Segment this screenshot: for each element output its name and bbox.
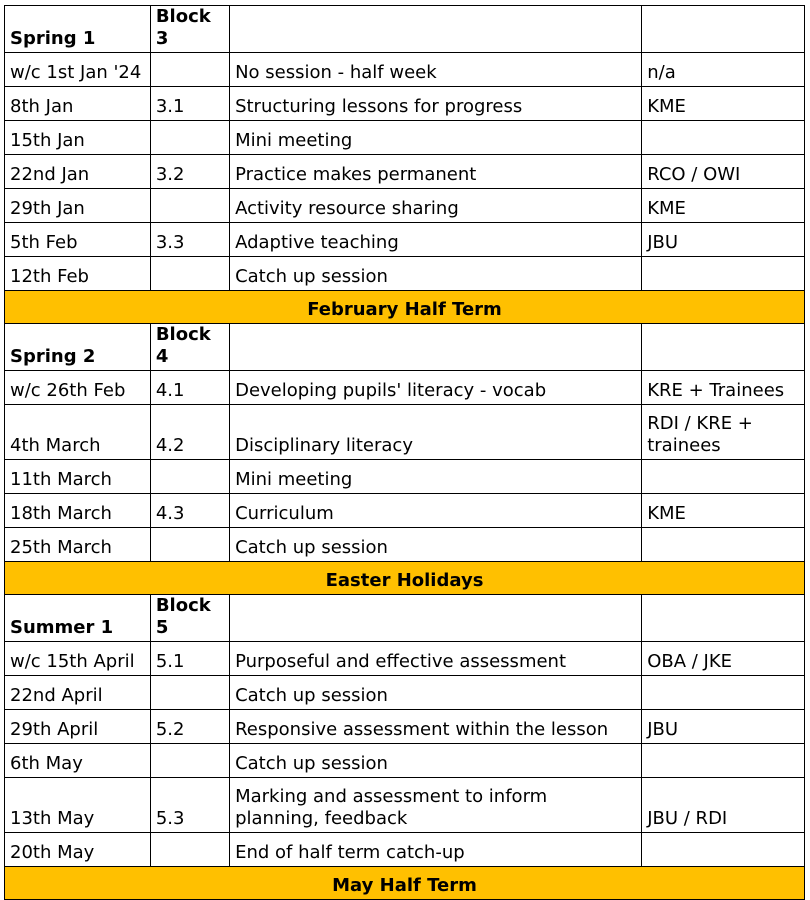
week-cell: 6th May bbox=[5, 744, 151, 778]
lead-cell: JBU / RDI bbox=[642, 778, 805, 833]
block-cell bbox=[150, 744, 229, 778]
block-cell bbox=[150, 121, 229, 155]
session-title-cell: Curriculum bbox=[230, 494, 642, 528]
week-cell: 29th April bbox=[5, 710, 151, 744]
block-cell: Block 4 bbox=[150, 324, 229, 371]
week-cell: 8th Jan bbox=[5, 87, 151, 121]
week-cell: 29th Jan bbox=[5, 189, 151, 223]
block-cell bbox=[150, 460, 229, 494]
holiday-band-row bbox=[5, 291, 805, 324]
table-row bbox=[5, 710, 805, 744]
block-cell: Block 5 bbox=[150, 595, 229, 642]
session-title-cell: Mini meeting bbox=[230, 121, 642, 155]
lead-cell: OBA / JKE bbox=[642, 642, 805, 676]
block-cell bbox=[150, 257, 229, 291]
table-row bbox=[5, 53, 805, 87]
session-title-cell bbox=[230, 324, 642, 371]
block-cell bbox=[150, 676, 229, 710]
session-title-cell: Catch up session bbox=[230, 676, 642, 710]
week-cell: 25th March bbox=[5, 528, 151, 562]
session-title-cell: Mini meeting bbox=[230, 460, 642, 494]
lead-cell: KME bbox=[642, 189, 805, 223]
table-row bbox=[5, 528, 805, 562]
session-title-cell: Adaptive teaching bbox=[230, 223, 642, 257]
block-cell: 4.2 bbox=[150, 405, 229, 460]
week-cell: 11th March bbox=[5, 460, 151, 494]
week-cell: w/c 15th April bbox=[5, 642, 151, 676]
lead-cell bbox=[642, 595, 805, 642]
week-cell: Summer 1 bbox=[5, 595, 151, 642]
week-cell: w/c 1st Jan '24 bbox=[5, 53, 151, 87]
block-cell: 3.3 bbox=[150, 223, 229, 257]
session-title-cell: Purposeful and effective assessment bbox=[230, 642, 642, 676]
session-title-cell: Catch up session bbox=[230, 528, 642, 562]
lead-cell bbox=[642, 744, 805, 778]
session-title-cell: Structuring lessons for progress bbox=[230, 87, 642, 121]
block-cell: 5.1 bbox=[150, 642, 229, 676]
table-row bbox=[5, 223, 805, 257]
holiday-band-label: May Half Term bbox=[5, 867, 805, 900]
block-cell: Block 3 bbox=[150, 6, 229, 53]
lead-cell: RCO / OWI bbox=[642, 155, 805, 189]
session-title-cell: No session - half week bbox=[230, 53, 642, 87]
lead-cell: JBU bbox=[642, 710, 805, 744]
holiday-band-row bbox=[5, 562, 805, 595]
block-cell: 5.3 bbox=[150, 778, 229, 833]
lead-cell bbox=[642, 6, 805, 53]
session-schedule-table bbox=[4, 5, 805, 900]
lead-cell: n/a bbox=[642, 53, 805, 87]
block-cell: 3.1 bbox=[150, 87, 229, 121]
session-title-cell: Practice makes permanent bbox=[230, 155, 642, 189]
term-header-row bbox=[5, 324, 805, 371]
week-cell: 20th May bbox=[5, 833, 151, 867]
week-cell: w/c 26th Feb bbox=[5, 371, 151, 405]
table-row bbox=[5, 744, 805, 778]
session-title-cell: Developing pupils' literacy - vocab bbox=[230, 371, 642, 405]
session-title-cell: Disciplinary literacy bbox=[230, 405, 642, 460]
table-row bbox=[5, 833, 805, 867]
lead-cell bbox=[642, 257, 805, 291]
block-cell: 3.2 bbox=[150, 155, 229, 189]
table-row bbox=[5, 257, 805, 291]
session-title-cell: Catch up session bbox=[230, 744, 642, 778]
table-row bbox=[5, 121, 805, 155]
table-row bbox=[5, 405, 805, 460]
week-cell: Spring 2 bbox=[5, 324, 151, 371]
session-title-cell: Catch up session bbox=[230, 257, 642, 291]
block-cell: 4.3 bbox=[150, 494, 229, 528]
block-cell bbox=[150, 53, 229, 87]
table-row bbox=[5, 155, 805, 189]
table-row bbox=[5, 778, 805, 833]
table-row bbox=[5, 642, 805, 676]
week-cell: 22nd April bbox=[5, 676, 151, 710]
lead-cell bbox=[642, 528, 805, 562]
week-cell: 18th March bbox=[5, 494, 151, 528]
lead-cell bbox=[642, 324, 805, 371]
lead-cell: KME bbox=[642, 494, 805, 528]
block-cell bbox=[150, 833, 229, 867]
week-cell: 13th May bbox=[5, 778, 151, 833]
term-header-row bbox=[5, 595, 805, 642]
session-title-cell bbox=[230, 6, 642, 53]
session-title-cell: End of half term catch-up bbox=[230, 833, 642, 867]
block-cell: 4.1 bbox=[150, 371, 229, 405]
week-cell: 12th Feb bbox=[5, 257, 151, 291]
week-cell: Spring 1 bbox=[5, 6, 151, 53]
block-cell: 5.2 bbox=[150, 710, 229, 744]
holiday-band-label: Easter Holidays bbox=[5, 562, 805, 595]
table-row bbox=[5, 87, 805, 121]
table-row bbox=[5, 189, 805, 223]
lead-cell bbox=[642, 460, 805, 494]
lead-cell bbox=[642, 676, 805, 710]
week-cell: 15th Jan bbox=[5, 121, 151, 155]
holiday-band-row bbox=[5, 867, 805, 900]
schedule-body bbox=[5, 6, 805, 900]
block-cell bbox=[150, 528, 229, 562]
session-title-cell bbox=[230, 595, 642, 642]
holiday-band-label: February Half Term bbox=[5, 291, 805, 324]
lead-cell: RDI / KRE + trainees bbox=[642, 405, 805, 460]
session-title-cell: Responsive assessment within the lesson bbox=[230, 710, 642, 744]
week-cell: 22nd Jan bbox=[5, 155, 151, 189]
lead-cell: JBU bbox=[642, 223, 805, 257]
lead-cell bbox=[642, 833, 805, 867]
block-cell bbox=[150, 189, 229, 223]
term-header-row bbox=[5, 6, 805, 53]
week-cell: 4th March bbox=[5, 405, 151, 460]
table-row bbox=[5, 460, 805, 494]
session-title-cell: Activity resource sharing bbox=[230, 189, 642, 223]
session-title-cell: Marking and assessment to inform planning, feedback bbox=[230, 778, 642, 833]
table-row bbox=[5, 676, 805, 710]
lead-cell: KRE + Trainees bbox=[642, 371, 805, 405]
week-cell: 5th Feb bbox=[5, 223, 151, 257]
lead-cell bbox=[642, 121, 805, 155]
table-row bbox=[5, 371, 805, 405]
table-row bbox=[5, 494, 805, 528]
lead-cell: KME bbox=[642, 87, 805, 121]
